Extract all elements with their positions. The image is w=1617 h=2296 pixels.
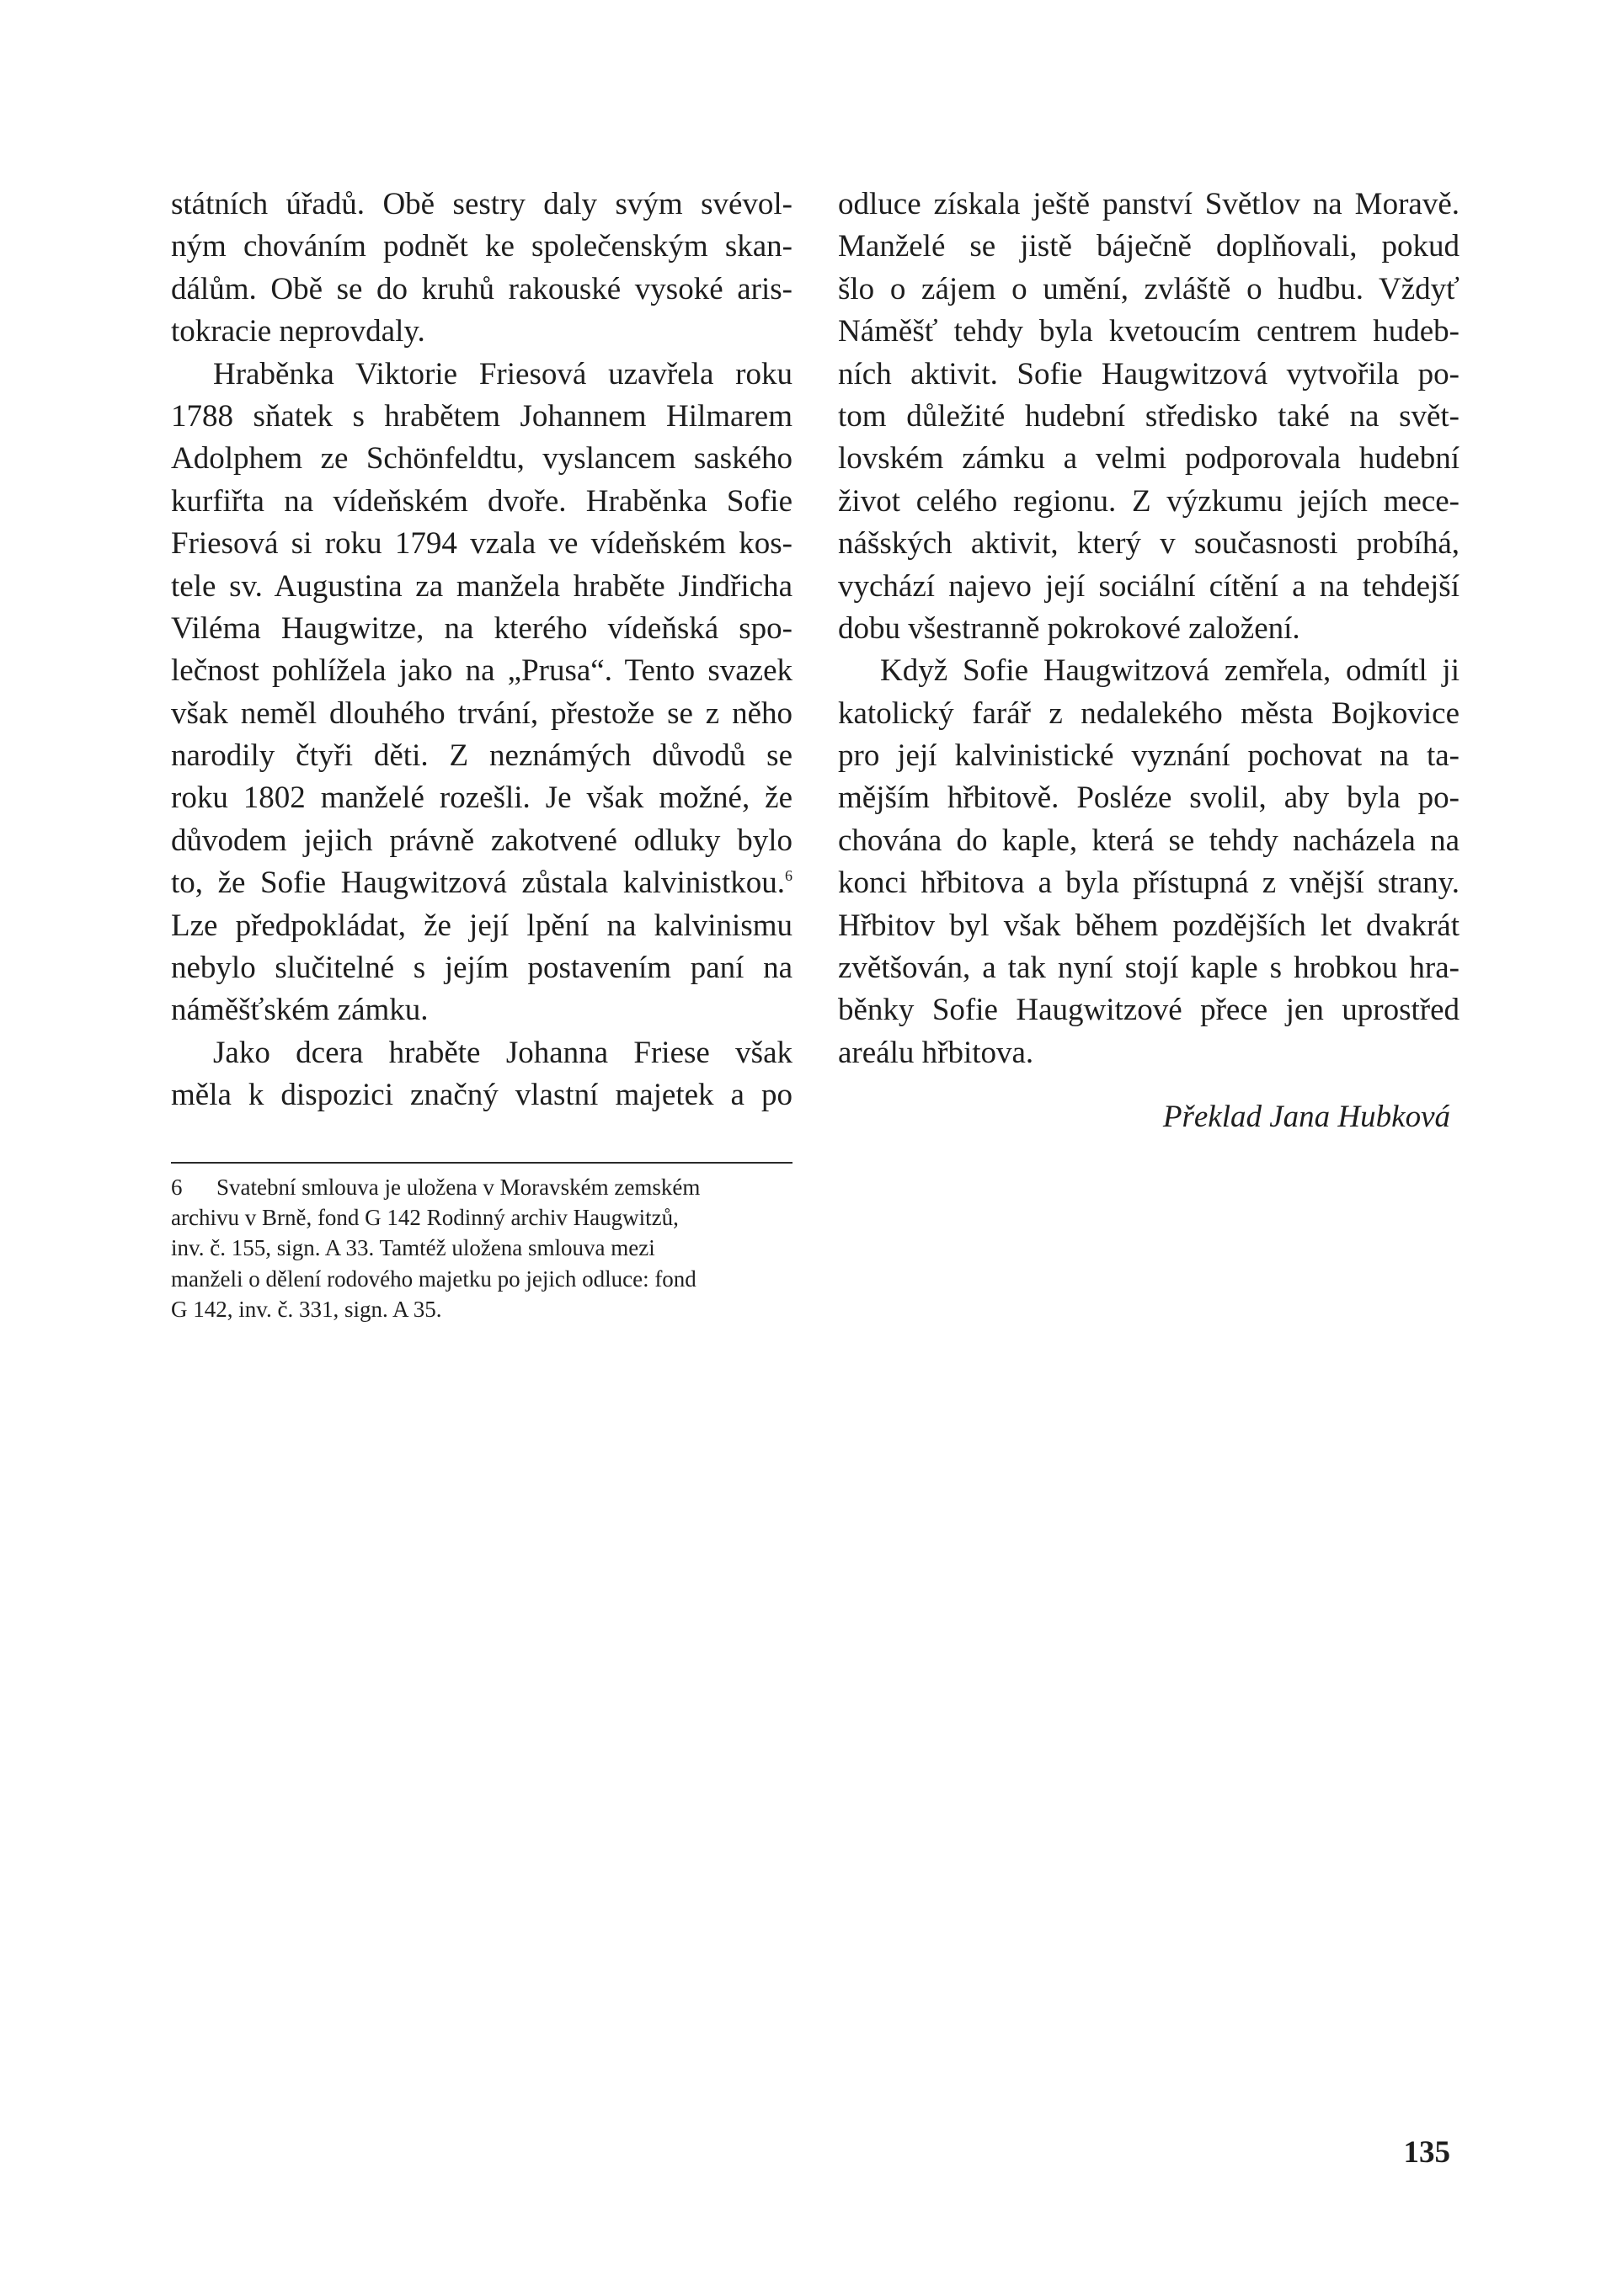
text-line: [838, 820, 1460, 862]
text-line: [171, 1032, 792, 1074]
footnote-text: G 142, inv. č. 331, sign. A 35.: [171, 1296, 442, 1322]
text-line-content: nášských aktivit, který v současnosti probíhá,: [838, 526, 1460, 562]
text-line-content: pro její kalvinistické vyznání pochovat na ta-: [838, 738, 1460, 774]
text-line-content: Hřbitov byl však během pozdějších let dvakrát: [838, 908, 1460, 943]
text-line-content: mějším hřbitově. Posléze svolil, aby byla po-: [838, 780, 1460, 816]
text-line: [838, 947, 1460, 989]
text-line: [838, 777, 1460, 819]
text-line: [171, 311, 792, 353]
text-line: [838, 905, 1460, 947]
footnote-number: 6: [171, 1175, 183, 1200]
footnote-text: Svatební smlouva je uložena v Moravském zemském: [216, 1175, 701, 1200]
text-line-content: vychází najevo její sociální cítění a na tehdejší: [838, 568, 1460, 604]
text-line-content: odluce získala ještě panství Světlov na Moravě.: [838, 187, 1460, 221]
text-line-content: zvětšován, a tak nyní stojí kaple s hrobkou hra-: [838, 951, 1460, 986]
text-line-content: narodily čtyři děti. Z neznámých důvodů se: [171, 738, 792, 774]
text-line: [171, 226, 792, 268]
text-line: [838, 311, 1460, 353]
text-line: [838, 226, 1460, 268]
footnote: [171, 1172, 792, 1324]
text-line: [171, 523, 792, 565]
footnote-line: [171, 1264, 792, 1294]
text-line: [171, 650, 792, 692]
text-line-content: Jako dcera hraběte Johanna Friese však: [213, 1035, 792, 1070]
text-line: [171, 820, 792, 862]
text-line-content: tom důležité hudební středisko také na svět-: [838, 398, 1460, 434]
text-line-content: katolický farář z nedalekého města Bojkovice: [838, 695, 1460, 731]
left-text-column: [171, 184, 792, 1117]
text-line-content: Viléma Haugwitze, na kterého vídeňská spo-: [171, 610, 792, 646]
text-line: [838, 989, 1460, 1031]
text-line-content: Hraběnka Viktorie Friesová uzavřela roku: [213, 356, 792, 392]
text-line-content: státních úřadů. Obě sestry daly svým svévol-: [171, 187, 792, 221]
text-line-content: to, že Sofie Haugwitzová zůstala kalvinistkou.: [171, 866, 785, 901]
footnote-divider: [171, 1162, 792, 1164]
text-line-content: tele sv. Augustina za manžela hraběte Jindřicha: [171, 568, 792, 604]
text-line: [171, 184, 792, 226]
text-line: [171, 354, 792, 396]
text-line-content: nebylo slučitelné s jejím postavením paní na: [171, 951, 792, 986]
text-line: [838, 735, 1460, 777]
text-line: [838, 269, 1460, 311]
text-line: [171, 481, 792, 523]
text-line: [171, 989, 792, 1031]
text-line-content: dálům. Obě se do kruhů rakouské vysoké aris-: [171, 271, 792, 306]
text-line: [171, 905, 792, 947]
text-line-content: Adolphem ze Schönfeldtu, vyslancem saského: [171, 441, 792, 477]
text-line: [838, 481, 1460, 523]
text-line-content: život celého regionu. Z výzkumu jejích mece-: [838, 483, 1460, 519]
footnote-text: inv. č. 155, sign. A 33. Tamtéž uložena smlouva mezi: [171, 1235, 655, 1261]
text-line: [838, 438, 1460, 480]
text-line-content: Friesová si roku 1794 vzala ve vídeňském kos-: [171, 526, 792, 562]
text-line: [171, 438, 792, 480]
footnote-text: manželi o dělení rodového majetku po jejich odluce: fond: [171, 1265, 696, 1292]
text-line: [171, 566, 792, 608]
text-line: [171, 396, 792, 438]
text-line: [171, 693, 792, 735]
text-line-content: však neměl dlouhého trvání, přestože se z něho: [171, 695, 792, 731]
text-line-content: šlo o zájem o umění, zvláště o hudbu. Vždyť: [838, 271, 1460, 306]
text-line: [838, 523, 1460, 565]
text-line: [838, 184, 1460, 226]
translator-signature: Překlad Jana Hubková: [1162, 1100, 1450, 1134]
text-line: [838, 862, 1460, 904]
text-line-content: Když Sofie Haugwitzová zemřela, odmítl ji: [880, 653, 1460, 689]
page-number: 135: [1403, 2135, 1450, 2170]
text-line: [171, 735, 792, 777]
right-text-column: [838, 184, 1460, 1074]
text-line: [171, 269, 792, 311]
text-line: [171, 777, 792, 819]
text-line: [171, 1074, 792, 1116]
text-line: [838, 608, 1460, 650]
footnote-text: archivu v Brně, fond G 142 Rodinný archiv Haugwitzů,: [171, 1205, 679, 1231]
text-line-content: měla k dispozici značný vlastní majetek a po: [171, 1078, 792, 1113]
text-line-content: důvodem jejich právně zakotvené odluky bylo: [171, 823, 792, 858]
text-line: [838, 396, 1460, 438]
text-line-content: Manželé se jistě báječně doplňovali, pokud: [838, 229, 1460, 264]
text-line: [838, 354, 1460, 396]
text-line-content: ným chováním podnět ke společenským skan-: [171, 229, 792, 264]
footnote-line: [171, 1294, 792, 1324]
text-line-content: 1788 sňatek s hrabětem Johannem Hilmarem: [171, 398, 792, 434]
text-line-content: ních aktivit. Sofie Haugwitzová vytvořila po-: [838, 356, 1460, 392]
text-line-content: náměšťském zámku.: [171, 993, 429, 1028]
footnote-reference: 6: [785, 867, 792, 885]
text-line-content: Lze předpokládat, že její lpění na kalvinismu: [171, 908, 792, 943]
text-line: [171, 608, 792, 650]
text-line-content: Náměšť tehdy byla kvetoucím centrem hudeb-: [838, 314, 1460, 349]
text-line: [838, 693, 1460, 735]
text-line-content: roku 1802 manželé rozešli. Je však možné, že: [171, 780, 792, 816]
text-line: [171, 862, 792, 904]
text-line: [838, 566, 1460, 608]
text-line: [171, 947, 792, 989]
text-line-content: lovském zámku a velmi podporovala hudební: [838, 441, 1460, 477]
text-line-content: lečnost pohlížela jako na „Prusa“. Tento svazek: [171, 653, 792, 689]
footnote-line: [171, 1202, 792, 1233]
footnote-line: [171, 1172, 792, 1202]
footnote-line: [171, 1233, 792, 1263]
text-line-content: konci hřbitova a byla přístupná z vnější strany.: [838, 866, 1460, 901]
text-line-content: dobu všestranně pokrokové založení.: [838, 610, 1300, 646]
text-line-content: chována do kaple, která se tehdy nacházela na: [838, 823, 1460, 858]
text-line-content: běnky Sofie Haugwitzové přece jen uprostřed: [838, 993, 1460, 1028]
text-line-content: kurfiřta na vídeňském dvoře. Hraběnka Sofie: [171, 483, 792, 519]
text-line: [838, 1032, 1460, 1074]
text-line-content: areálu hřbitova.: [838, 1035, 1034, 1070]
text-line-content: tokracie neprovdaly.: [171, 314, 425, 349]
text-line: [838, 650, 1460, 692]
